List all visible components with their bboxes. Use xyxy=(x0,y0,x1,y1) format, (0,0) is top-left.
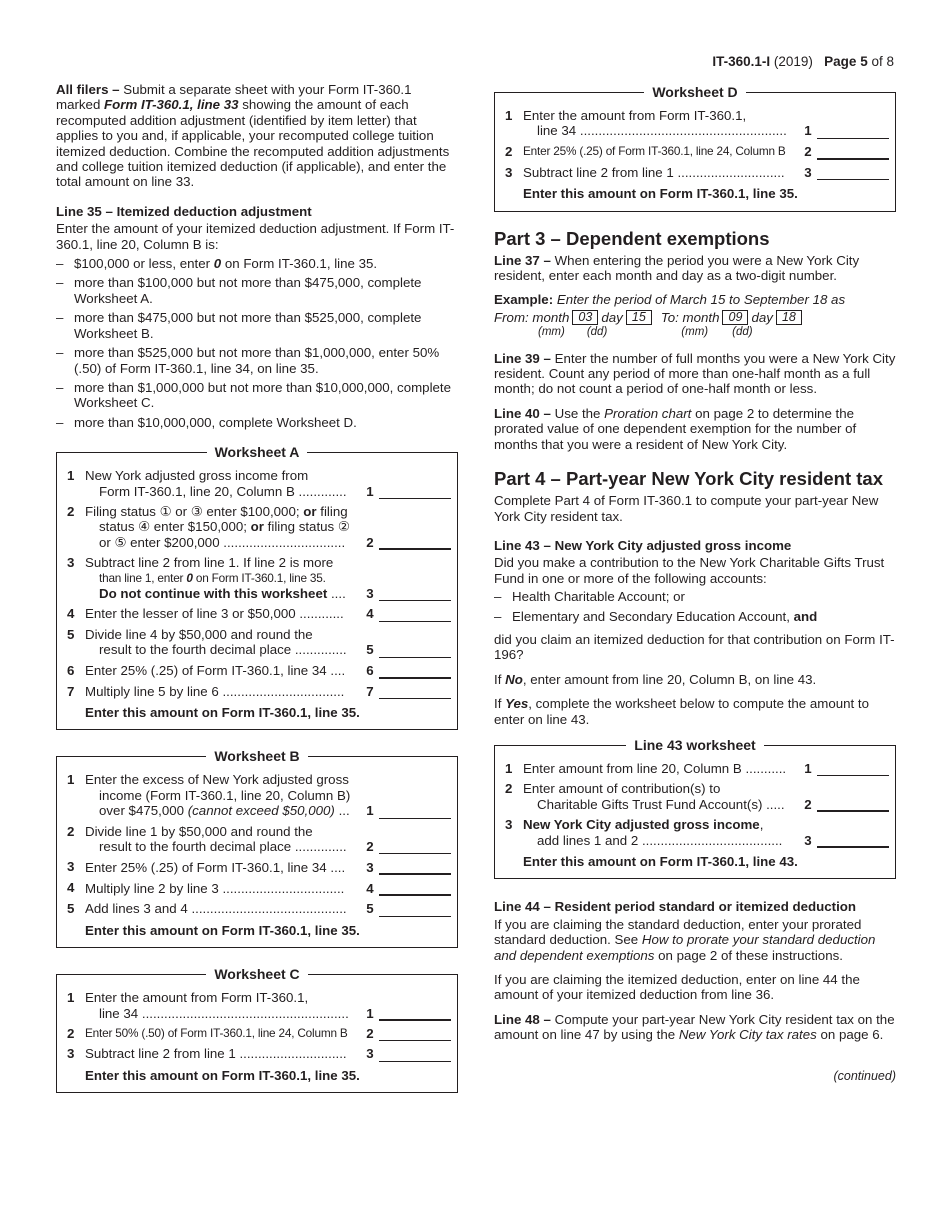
form-year: (2019) xyxy=(773,54,813,69)
worksheet-line: 2 Enter amount of contribution(s) to Charitable Gifts Trust Fund Account(s) ..... 2 xyxy=(505,781,889,812)
entry-line[interactable] xyxy=(379,1005,451,1021)
right-column xyxy=(494,82,896,1084)
worksheet-line: 4 Multiply line 2 by line 3 ................................. 4 xyxy=(67,880,451,896)
example-box: 03 xyxy=(572,310,598,325)
worksheet-line: 3 Enter 25% (.25) of Form IT-360.1, line 34 .... 3 xyxy=(67,859,451,875)
page-of: of 8 xyxy=(871,54,894,69)
form-id: IT-360.1-I xyxy=(712,54,771,69)
part4-intro: Complete Part 4 of Form IT-360.1 to compute your part-year New York City resident tax. xyxy=(494,493,879,524)
list-item: – $100,000 or less, enter 0 on Form IT-360.1, line 35. xyxy=(56,256,458,271)
entry-line[interactable] xyxy=(379,586,451,601)
entry-line[interactable] xyxy=(817,124,889,139)
entry-line[interactable] xyxy=(817,832,889,848)
if-no-paragraph: If No, enter amount from line 20, Column B, on line 43. xyxy=(494,671,817,687)
entry-line[interactable] xyxy=(379,880,451,896)
line43-question: Did you make a contribution to the New York Charitable Gifts Trust Fund in one or more of the following accounts: xyxy=(494,555,885,586)
entry-line[interactable] xyxy=(379,643,451,658)
worksheet-title: Line 43 worksheet xyxy=(626,737,763,753)
entry-line[interactable] xyxy=(379,839,451,854)
page-label: Page 5 xyxy=(824,54,868,69)
entry-line[interactable] xyxy=(817,761,889,776)
list-item: – more than $1,000,000 but not more than $10,000,000, complete Worksheet C. xyxy=(56,380,458,411)
list-item: – more than $525,000 but not more than $1,000,000, enter 50% (.50) of Form IT-360.1, line 34, on line 35. xyxy=(56,345,458,376)
line44-heading: Line 44 – Resident period standard or itemized deduction xyxy=(494,899,857,915)
entry-line[interactable] xyxy=(379,663,451,679)
entry-line[interactable] xyxy=(379,484,451,499)
worksheet-line: 3 New York City adjusted gross income, add lines 1 and 2 ...................................... 3 xyxy=(505,817,889,848)
worksheet-title: Worksheet D xyxy=(644,84,745,100)
worksheet-title: Worksheet C xyxy=(206,966,307,982)
line43-heading: Line 43 – New York City adjusted gross income xyxy=(494,537,792,553)
worksheet-title: Worksheet A xyxy=(207,444,308,460)
worksheet-line: 5 Add lines 3 and 4 .......................................... 5 xyxy=(67,901,451,916)
claim-paragraph: did you claim an itemized deduction for that contribution on Form IT-196? xyxy=(494,631,895,663)
list-item: – more than $10,000,000, complete Worksheet D. xyxy=(56,415,458,430)
entry-line[interactable] xyxy=(379,1047,451,1062)
example-format-labels: (mm) (dd) (mm) (dd) xyxy=(538,326,753,339)
worksheet-line: 1 Enter the amount from Form IT-360.1, line 34 ........................................................ 1 xyxy=(505,108,889,139)
worksheet-line: 1 New York adjusted gross income from Form IT-360.1, line 20, Column B ............. 1 xyxy=(67,468,451,499)
entry-line[interactable] xyxy=(379,684,451,699)
list-item: – more than $475,000 but not more than $525,000, complete Worksheet B. xyxy=(56,310,458,341)
example-dates: From: month 03 day 15 To: month 09 day 18 xyxy=(494,310,896,325)
worksheet-line: 1 Enter the excess of New York adjusted gross income (Form IT-360.1, line 20, Column B) over $475,000 (cannot exceed $50,000) ... 1 xyxy=(67,772,451,818)
worksheet-enter-note: Enter this amount on Form IT-360.1, line 35. xyxy=(523,186,798,202)
entry-line[interactable] xyxy=(379,902,451,917)
entry-line[interactable] xyxy=(379,804,451,819)
worksheet-title: Worksheet B xyxy=(206,748,307,764)
line43-worksheet xyxy=(494,736,896,879)
entry-line[interactable] xyxy=(817,144,889,160)
part4-heading: Part 4 – Part-year New York City resident tax xyxy=(494,468,884,490)
line35-list xyxy=(56,256,458,430)
line37-paragraph: Line 37 – When entering the period you were a New York City resident, enter each month and day as a two-digit number. xyxy=(494,252,860,284)
worksheet-line: 3 Subtract line 2 from line 1. If line 2 is more than line 1, enter 0 on Form IT-360.1, line 35. Do not continue with this worksheet .... 3 xyxy=(67,555,451,601)
accounts-list xyxy=(494,589,896,624)
worksheet-a xyxy=(56,444,458,730)
line44-itemized-paragraph: If you are claiming the itemized deduction, enter on line 44 the amount of your itemized deduction from line 36. xyxy=(494,972,860,1003)
list-item: – Health Charitable Account; or xyxy=(494,589,896,604)
worksheet-d xyxy=(494,84,896,212)
example-box: 09 xyxy=(722,310,748,325)
part3-heading: Part 3 – Dependent exemptions xyxy=(494,227,770,249)
worksheet-line: 5 Divide line 4 by $50,000 and round the result to the fourth decimal place .............. 5 xyxy=(67,627,451,658)
list-item: – more than $100,000 but not more than $475,000, complete Worksheet A. xyxy=(56,275,458,306)
worksheet-line: 2 Enter 50% (.50) of Form IT-360.1, line 24, Column B 2 xyxy=(67,1026,451,1041)
worksheet-line: 2 Divide line 1 by $50,000 and round the result to the fourth decimal place .............. 2 xyxy=(67,824,451,855)
worksheet-line: 3 Subtract line 2 from line 1 ............................. 3 xyxy=(67,1046,451,1061)
line40-paragraph: Line 40 – Use the Proration chart on page 2 to determine the prorated value of one dependent exemption for the number of months that you were a resident of New York City. xyxy=(494,405,857,452)
example-box: 15 xyxy=(626,310,652,325)
worksheet-enter-note: Enter this amount on Form IT-360.1, line 43. xyxy=(523,854,798,869)
worksheet-enter-note: Enter this amount on Form IT-360.1, line 35. xyxy=(85,1067,360,1083)
left-column xyxy=(56,82,458,1093)
page-header xyxy=(712,54,894,69)
entry-line[interactable] xyxy=(379,1026,451,1041)
worksheet-line: 4 Enter the lesser of line 3 or $50,000 ............ 4 xyxy=(67,606,451,621)
entry-line[interactable] xyxy=(817,796,889,812)
entry-line[interactable] xyxy=(379,859,451,875)
worksheet-line: 1 Enter amount from line 20, Column B ........... 1 xyxy=(505,761,889,776)
worksheet-line: 6 Enter 25% (.25) of Form IT-360.1, line 34 .... 6 xyxy=(67,663,451,679)
line35-heading: Line 35 – Itemized deduction adjustment xyxy=(56,203,312,219)
example-paragraph: Example: Enter the period of March 15 to September 18 as xyxy=(494,292,846,308)
worksheet-enter-note: Enter this amount on Form IT-360.1, line 35. xyxy=(85,705,360,720)
worksheet-c xyxy=(56,966,458,1093)
list-item: – Elementary and Secondary Education Account, and xyxy=(494,609,896,624)
line44-paragraph: If you are claiming the standard deduction, enter your prorated standard deduction. See How to prorate your standard deduction and dependent exemptions on page 2 of these instructions. xyxy=(494,916,876,963)
worksheet-line: 1 Enter the amount from Form IT-360.1, line 34 ........................................................ 1 xyxy=(67,990,451,1021)
if-yes-paragraph: If Yes, complete the worksheet below to compute the amount to enter on line 43. xyxy=(494,696,870,727)
entry-line[interactable] xyxy=(379,607,451,622)
entry-line[interactable] xyxy=(379,534,451,550)
line35-intro: Enter the amount of your itemized deduction adjustment. If Form IT-360.1, line 20, Column B is: xyxy=(56,221,455,252)
worksheet-line: 2 Enter 25% (.25) of Form IT-360.1, line 24, Column B 2 xyxy=(505,144,889,160)
worksheet-line: 2 Filing status ① or ③ enter $100,000; or filing status ④ enter $150,000; or filing status ② or ⑤ enter $200,000 ................................. 2 xyxy=(67,504,451,550)
line48-paragraph: Line 48 – Compute your part-year New York City resident tax on the amount on line 47 by using the New York City tax rates on page 6. xyxy=(494,1011,895,1043)
line39-paragraph: Line 39 – Enter the number of full months you were a New York City resident. Count any period of more than one-half month as a full month; do not count a period of one-half month or less. xyxy=(494,350,896,397)
entry-line[interactable] xyxy=(817,165,889,180)
example-box: 18 xyxy=(776,310,802,325)
worksheet-line: 3 Subtract line 2 from line 1 ............................. 3 xyxy=(505,165,889,180)
worksheet-enter-note: Enter this amount on Form IT-360.1, line 35. xyxy=(85,922,360,938)
continued-note: (continued) xyxy=(833,1068,896,1083)
all-filers-paragraph: All filers – Submit a separate sheet with your Form IT-360.1 marked Form IT-360.1, line 33 showing the amount of each recomputed addition adjustment (identified by item letter) that applies to you and, if applicable, your recomputed college tuition itemized deduction. Combine the recomputed addition adjustments and college tuition itemized deduction (if applicable), and enter the total amount on line 33. xyxy=(56,82,450,190)
worksheet-line: 7 Multiply line 5 by line 6 ................................. 7 xyxy=(67,684,451,699)
worksheet-b xyxy=(56,748,458,948)
